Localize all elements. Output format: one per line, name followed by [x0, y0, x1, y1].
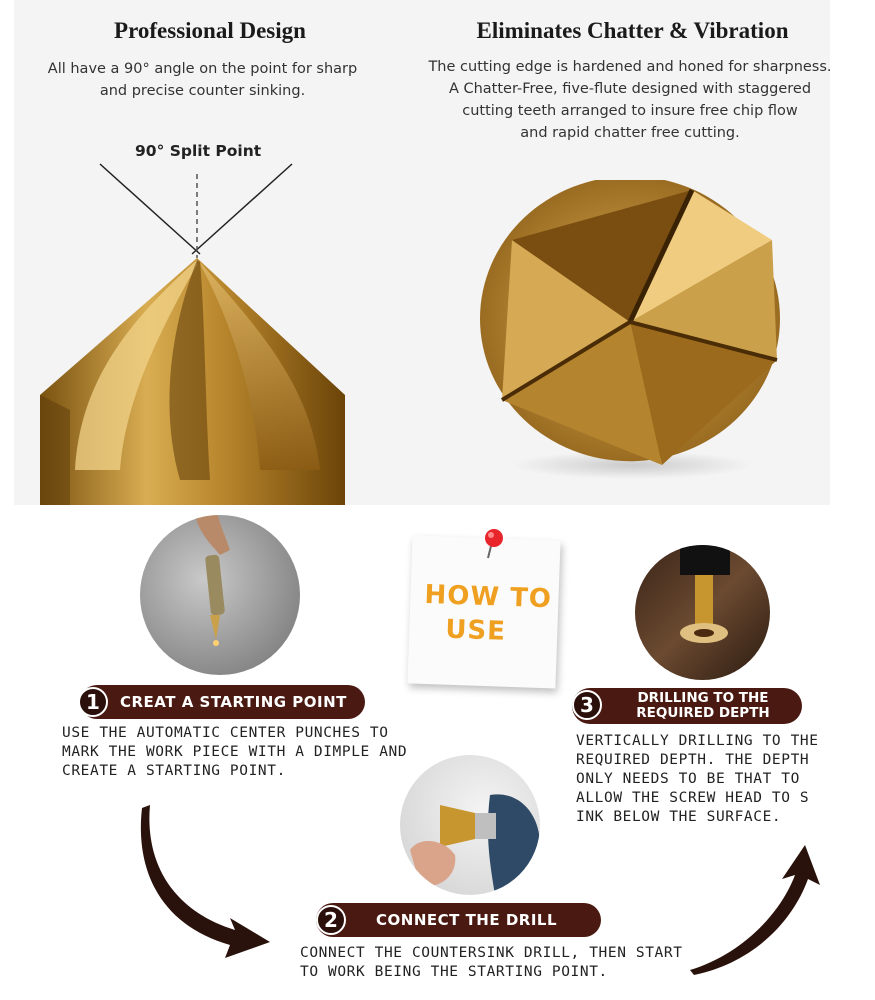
center-punch-icon [140, 515, 300, 675]
center-punch-photo [140, 515, 300, 675]
left-feature-description [30, 58, 375, 102]
step-1-badge [80, 685, 365, 719]
curved-arrow-icon [130, 800, 290, 960]
drilling-icon [635, 545, 770, 680]
step-1-title: CREAT A STARTING POINT [120, 693, 347, 711]
description-line: All have a 90° angle on the point for sharp [47, 61, 358, 77]
curved-arrow-icon [680, 845, 840, 975]
step-3-title [624, 691, 782, 721]
description-line: CONNECT THE COUNTERSINK DRILL, THEN START [300, 945, 683, 961]
description-line: INK BELOW THE SURFACE. [576, 809, 782, 825]
step-2-number: 2 [316, 905, 346, 935]
step-1-description [62, 724, 442, 781]
step-3-badge [572, 688, 802, 724]
five-flute-end-view [472, 180, 792, 480]
description-line: cutting teeth arranged to insure free chip flow [462, 103, 798, 119]
description-line: The cutting edge is hardened and honed for sharpness. [428, 59, 832, 75]
step-3-description [576, 732, 846, 827]
step-2-title: CONNECT THE DRILL [376, 911, 558, 929]
description-line: MARK THE WORK PIECE WITH A DIMPLE AND [62, 744, 408, 760]
note-line: USE [444, 614, 507, 647]
left-feature-title: Professional Design [114, 18, 306, 43]
step-2-badge [316, 903, 601, 937]
description-line: REQUIRED DEPTH. THE DEPTH [576, 752, 810, 768]
description-line: CREATE A STARTING POINT. [62, 763, 286, 779]
note-line: HOW TO [424, 579, 553, 615]
drilling-wood-photo [635, 545, 770, 680]
how-to-use-text [423, 578, 553, 650]
description-line: VERTICALLY DRILLING TO THE [576, 733, 819, 749]
step-1-number: 1 [78, 687, 108, 717]
description-line: ALLOW THE SCREW HEAD TO S [576, 790, 810, 806]
description-line: and precise counter sinking. [99, 83, 306, 99]
description-line: ONLY NEEDS TO BE THAT TO [576, 771, 800, 787]
push-pin-icon [482, 528, 506, 560]
description-line: and rapid chatter free cutting. [520, 125, 740, 141]
right-feature-title: Eliminates Chatter & Vibration [476, 18, 789, 43]
description-line: TO WORK BEING THE STARTING POINT. [300, 964, 608, 980]
drill-tip-illustration [10, 150, 390, 520]
title-line: DRILLING TO THE [637, 690, 769, 706]
description-line: A Chatter-Free, five-flute designed with staggered [448, 81, 812, 97]
step-3-number: 3 [572, 690, 602, 720]
split-point-label: 90° Split Point [135, 142, 262, 160]
right-feature-description [420, 56, 840, 144]
description-line: USE THE AUTOMATIC CENTER PUNCHES TO [62, 725, 389, 741]
title-line: REQUIRED DEPTH [636, 705, 770, 721]
